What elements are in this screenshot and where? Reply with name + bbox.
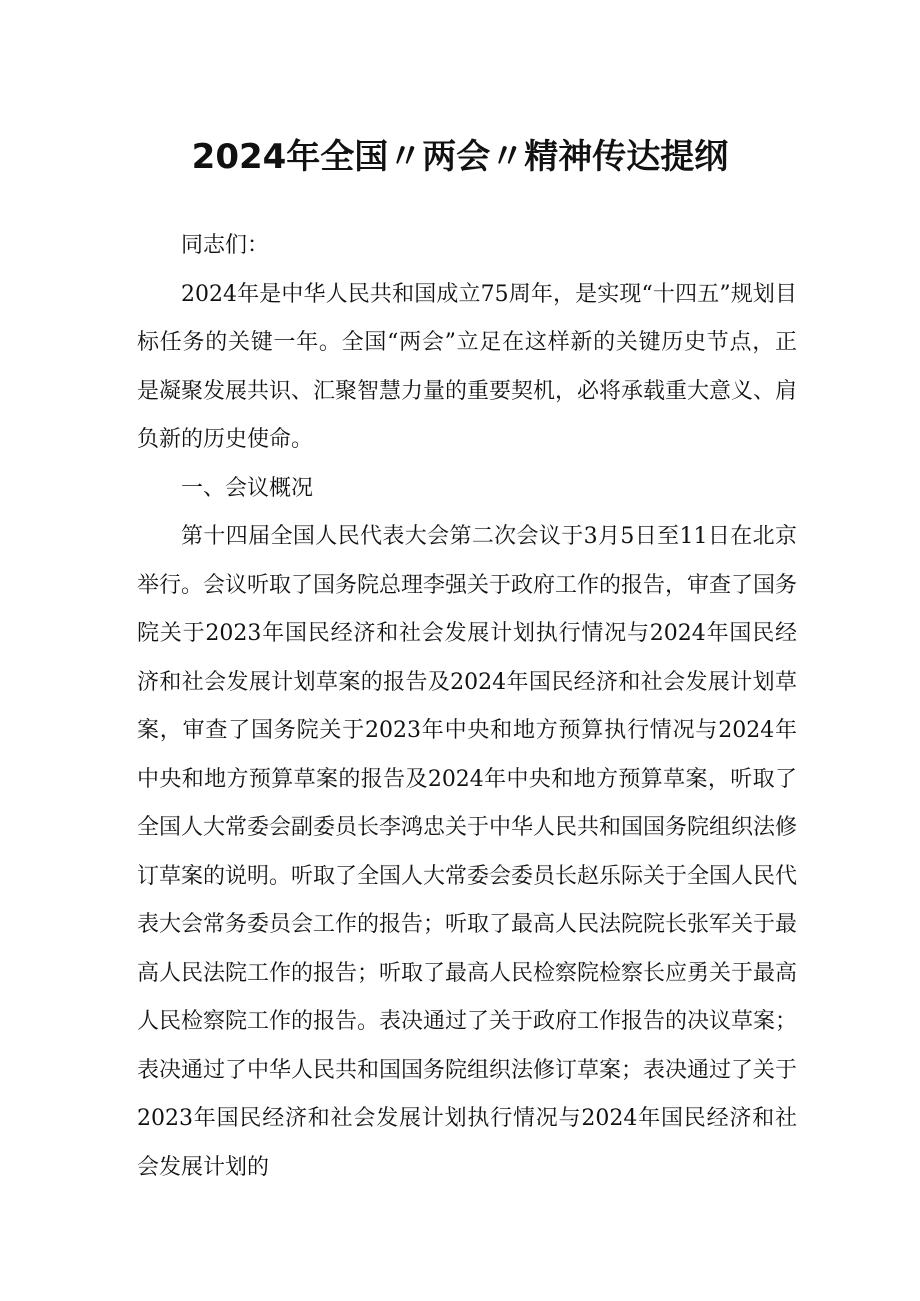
document-body — [137, 222, 797, 1192]
section-heading-overview: 一、会议概况 — [181, 475, 314, 501]
section-paragraph-overview: 第十四届全国人民代表大会第二次会议于3月5日至11日在北京举行。会议听取了国务院总理李强关于政府工作的报告，审查了国务院关于2023年国民经济和社会发展计划执行情况与2024年国民经济和社会发展计划草案的报告及2024年国民经济和社会发展计划草案，审查了国务院关于2023年中央和地方预算执行情况与2024年中央和地方预算草案的报告及2024年中央和地方预算草案，听取了全国人大常委会副委员长李鸿忠关于中华人民共和国国务院组织法修订草案的说明。听取了全国人大常委会委员长赵乐际关于全国人民代表大会常务委员会工作的报告；听取了最高人民法院院长张军关于最高人民法院工作的报告；听取了最高人民检察院检察长应勇关于最高人民检察院工作的报告。表决通过了关于政府工作报告的决议草案；表决通过了中华人民共和国国务院组织法修订草案；表决通过了关于2023年国民经济和社会发展计划执行情况与2024年国民经济和社会发展计划的 — [137, 524, 798, 1180]
document-title: 2024年全国〃两会〃精神传达提纲 — [191, 137, 729, 177]
intro-paragraph: 2024年是中华人民共和国成立75周年，是实现“十四五”规划目标任务的关键一年。全国“两会”立足在这样新的关键历史节点，正是凝聚发展共识、汇聚智慧力量的重要契机，必将承载重大意义、肩负新的历史使命。 — [137, 281, 798, 452]
salutation: 同志们： — [181, 233, 270, 258]
